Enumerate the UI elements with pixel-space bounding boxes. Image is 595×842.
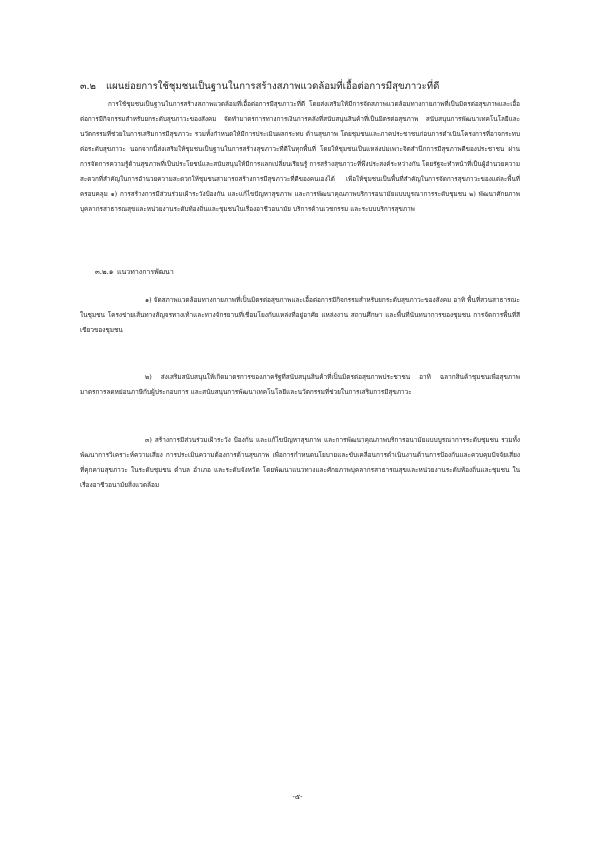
intro-paragraph: การใช้ชุมชนเป็นฐานในการสร้างสภาพแวดล้อมที่เอื้อต่อการมีสุขภาวะที่ดี โดยส่งเสริมให้มีการจัดสภาพแวดล้อมทางกายภาพที่เป็นมิตรต่อสุขภาพและเอื้อต่อการมีกิจกรรมสำหรับยกระดับสุขภาวะของสังคม จัดทำมาตรการทางการเงินการคลังที่สนับสนุนสินค้าที่เป็นมิตรต่อสุขภาพ สนับสนุนการพัฒนาเทคโนโลยีและนวัตกรรมที่ช่วยในการเสริมการมีสุขภาวะ รวมทั้งกำหนดให้มีการประเมินผลกระทบ ด้านสุขภาพ โดยชุมชนและภาคประชาชนก่อนการดำเนินโครงการที่อาจกระทบต่อระดับสุขภาวะ นอกจากนี้ส่งเสริมให้ชุมชนเป็นฐานในการสร้างสุขภาวะที่ดีในทุกพื้นที่ โดยให้ชุมชนเป็นแหล่งบ่มเพาะจิตสำนึกการมีสุขภาพดีของประชาชน ผ่านการจัดการความรู้ด้านสุขภาพที่เป็นประโยชน์และสนับสนุนให้มีการแลกเปลี่ยนเรียนรู้ การสร้างสุขภาวะที่พึงประสงค์ระหว่างกัน โดยรัฐจะทำหน้าที่เป็นผู้อำนวยความสะดวกที่สำคัญในการอำนวยความสะดวกให้ชุมชนสามารถสร้างการมีสุขภาวะที่ดีของคนเองได้ เพื่อให้ชุมชนเป็นพื้นที่สำคัญในการจัดการสุขภาวะของแต่ละพื้นที่ ครอบคลุม ๑) การสร้างการมีส่วนร่วมเฝ้าระวังป้องกัน และแก้ไขปัญหาสุขภาพ และการพัฒนาคุณภาพบริการอนามัยแบบบูรณาการระดับชุมชน ๒) พัฒนาศักยภาพบุคลากรสาธารณสุขและหน่วยงานระดับท้องถิ่นและชุมชนในเรื่องอาชีวอนามัย บริการด้านเวชกรรม และระบบบริการสุขภาพ (80, 101, 520, 213)
development-item-2: ๒) ส่งเสริมสนับสนุนให้เกิดมาตรการของภาครัฐที่สนับสนุนสินค้าที่เป็นมิตรต่อสุขภาพประชาชน อาทิ ฉลากสินค้าชุมชนเพื่อสุขภาพ มาตรการลดหย่อนภาษีกับผู้ประกอบการ และสนับสนุนการพัฒนาเทคโนโลยีและนวัตกรรมที่ช่วยในการเสริมการมีสุขภาวะ (80, 373, 520, 396)
development-item-3: ๓) สร้างการมีส่วนร่วมเฝ้าระวัง ป้องกัน และแก้ไขปัญหาสุขภาพ และการพัฒนาคุณภาพบริการอนามัยแบบบูรณาการระดับชุมชน รวมทั้งพัฒนาการวิเคราะห์ความเสี่ยง การประเมินความต้องการด้านสุขภาพ เพื่อการกำหนดนโยบายและขับเคลื่อนการดำเนินงานด้านการป้องกันและควบคุมปัจจัยเสี่ยงที่คุกคามสุขภาวะ ในระดับชุมชน ตำบล อำเภอ และระดับจังหวัด โดยพัฒนาแนวทางและศักยภาพบุคลากรสาธารณสุขและหน่วยงานระดับท้องถิ่นและชุมชน ในเรื่องอาชีวอนามัยสิ่งแวดล้อม (80, 436, 520, 489)
section-number: ๓.๒ (80, 81, 96, 92)
subsection-heading (95, 266, 174, 278)
section-heading (80, 80, 550, 93)
subsection-number: ๓.๒.๑ (95, 268, 114, 276)
section-title: แผนย่อยการใช้ชุมชนเป็นฐานในการสร้างสภาพแวดล้อมที่เอื้อต่อการมีสุขภาวะที่ดี (106, 81, 440, 92)
development-item-1: ๑) จัดสภาพแวดล้อมทางกายภาพที่เป็นมิตรต่อสุขภาพและเอื้อต่อการมีกิจกรรมสำหรับยกระดับสุขภาวะของสังคม อาทิ พื้นที่สวนสาธารณะในชุมชน โครงข่ายเส้นทางสัญจรทางเท้าและทางจักรยานที่เชื่อมโยงกับแหล่งที่อยู่อาศัย แหล่งงาน สถานศึกษา และพื้นที่นันทนาการของชุมชน การจัดการพื้นที่สีเขียวของชุมชน (80, 296, 520, 334)
page-number: -๕- (292, 793, 303, 801)
subsection-title: แนวทางการพัฒนา (117, 268, 174, 276)
